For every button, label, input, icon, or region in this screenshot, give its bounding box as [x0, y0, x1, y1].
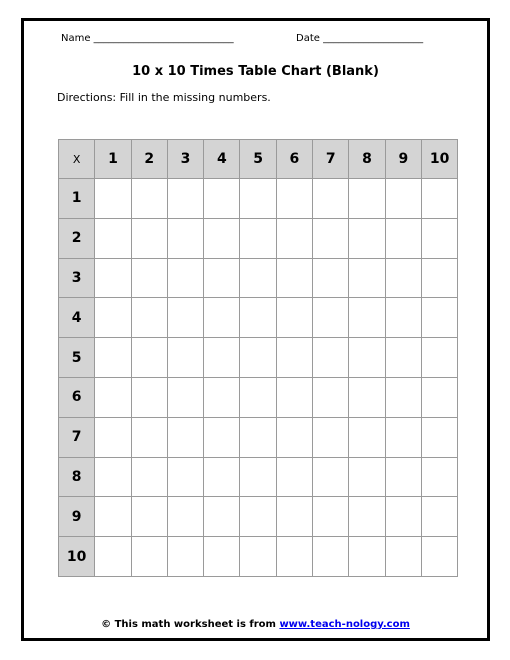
- table-row: [59, 417, 458, 457]
- times-table-grid: [58, 139, 458, 577]
- answer-cell[interactable]: [385, 258, 421, 298]
- row-header: 10: [59, 537, 95, 577]
- answer-cell[interactable]: [204, 179, 240, 219]
- answer-cell[interactable]: [421, 457, 457, 497]
- answer-cell[interactable]: [276, 377, 312, 417]
- answer-cell[interactable]: [313, 497, 349, 537]
- answer-cell[interactable]: [131, 497, 167, 537]
- answer-cell[interactable]: [240, 179, 276, 219]
- table-row: [59, 218, 458, 258]
- answer-cell[interactable]: [385, 298, 421, 338]
- answer-cell[interactable]: [276, 298, 312, 338]
- answer-cell[interactable]: [240, 258, 276, 298]
- answer-cell[interactable]: [421, 258, 457, 298]
- corner-cell: X: [59, 140, 95, 179]
- answer-cell[interactable]: [385, 338, 421, 378]
- answer-cell[interactable]: [95, 298, 131, 338]
- answer-cell[interactable]: [204, 258, 240, 298]
- column-header: 7: [313, 140, 349, 179]
- answer-cell[interactable]: [313, 298, 349, 338]
- answer-cell[interactable]: [276, 258, 312, 298]
- table-row: [59, 497, 458, 537]
- answer-cell[interactable]: [385, 457, 421, 497]
- table-row: [59, 457, 458, 497]
- answer-cell[interactable]: [240, 338, 276, 378]
- answer-cell[interactable]: [313, 417, 349, 457]
- answer-cell[interactable]: [167, 497, 203, 537]
- answer-cell[interactable]: [204, 497, 240, 537]
- answer-cell[interactable]: [240, 537, 276, 577]
- answer-cell[interactable]: [240, 218, 276, 258]
- column-header: 4: [204, 140, 240, 179]
- answer-cell[interactable]: [131, 417, 167, 457]
- table-row: [59, 377, 458, 417]
- answer-cell[interactable]: [167, 258, 203, 298]
- row-header: 9: [59, 497, 95, 537]
- column-header: 6: [276, 140, 312, 179]
- answer-cell[interactable]: [204, 218, 240, 258]
- answer-cell[interactable]: [95, 497, 131, 537]
- answer-cell[interactable]: [313, 377, 349, 417]
- name-field: Name ____________________________: [61, 33, 234, 44]
- answer-cell[interactable]: [131, 179, 167, 219]
- answer-cell[interactable]: [167, 537, 203, 577]
- answer-cell[interactable]: [131, 258, 167, 298]
- table-row: [59, 537, 458, 577]
- answer-cell[interactable]: [276, 338, 312, 378]
- row-header: 5: [59, 338, 95, 378]
- page-title: 10 x 10 Times Table Chart (Blank): [132, 64, 379, 79]
- answer-cell[interactable]: [131, 298, 167, 338]
- table-row: [59, 179, 458, 219]
- answer-cell[interactable]: [131, 537, 167, 577]
- answer-cell[interactable]: [95, 457, 131, 497]
- answer-cell[interactable]: [349, 417, 385, 457]
- answer-cell[interactable]: [95, 218, 131, 258]
- row-header: 7: [59, 417, 95, 457]
- answer-cell[interactable]: [95, 338, 131, 378]
- answer-cell[interactable]: [167, 298, 203, 338]
- answer-cell[interactable]: [167, 218, 203, 258]
- answer-cell[interactable]: [167, 457, 203, 497]
- answer-cell[interactable]: [313, 457, 349, 497]
- row-header: 2: [59, 218, 95, 258]
- directions-text: Directions: Fill in the missing numbers.: [57, 91, 271, 104]
- answer-cell[interactable]: [167, 377, 203, 417]
- answer-cell[interactable]: [95, 179, 131, 219]
- header-row: [59, 140, 458, 179]
- answer-cell[interactable]: [131, 218, 167, 258]
- answer-cell[interactable]: [421, 218, 457, 258]
- answer-cell[interactable]: [95, 417, 131, 457]
- answer-cell[interactable]: [131, 338, 167, 378]
- column-header: 9: [385, 140, 421, 179]
- answer-cell[interactable]: [313, 218, 349, 258]
- answer-cell[interactable]: [131, 377, 167, 417]
- answer-cell[interactable]: [349, 338, 385, 378]
- row-header: 4: [59, 298, 95, 338]
- answer-cell[interactable]: [131, 457, 167, 497]
- answer-cell[interactable]: [204, 377, 240, 417]
- row-header: 1: [59, 179, 95, 219]
- table-row: [59, 258, 458, 298]
- answer-cell[interactable]: [167, 417, 203, 457]
- answer-cell[interactable]: [349, 298, 385, 338]
- answer-cell[interactable]: [95, 258, 131, 298]
- table-row: [59, 298, 458, 338]
- answer-cell[interactable]: [421, 298, 457, 338]
- answer-cell[interactable]: [385, 497, 421, 537]
- answer-cell[interactable]: [349, 537, 385, 577]
- answer-cell[interactable]: [276, 179, 312, 219]
- answer-cell[interactable]: [276, 537, 312, 577]
- answer-cell[interactable]: [240, 298, 276, 338]
- column-header: 3: [167, 140, 203, 179]
- answer-cell[interactable]: [240, 377, 276, 417]
- answer-cell[interactable]: [385, 179, 421, 219]
- answer-cell[interactable]: [421, 417, 457, 457]
- answer-cell[interactable]: [240, 497, 276, 537]
- answer-cell[interactable]: [385, 537, 421, 577]
- answer-cell[interactable]: [421, 179, 457, 219]
- row-header: 8: [59, 457, 95, 497]
- answer-cell[interactable]: [385, 218, 421, 258]
- answer-cell[interactable]: [276, 457, 312, 497]
- row-header: 3: [59, 258, 95, 298]
- answer-cell[interactable]: [240, 417, 276, 457]
- answer-cell[interactable]: [276, 218, 312, 258]
- answer-cell[interactable]: [313, 338, 349, 378]
- answer-cell[interactable]: [204, 298, 240, 338]
- column-header: 8: [349, 140, 385, 179]
- answer-cell[interactable]: [421, 497, 457, 537]
- answer-cell[interactable]: [313, 179, 349, 219]
- table-row: [59, 338, 458, 378]
- answer-cell[interactable]: [349, 218, 385, 258]
- answer-cell[interactable]: [240, 457, 276, 497]
- footer-link[interactable]: www.teach-nology.com: [279, 619, 410, 630]
- answer-cell[interactable]: [204, 537, 240, 577]
- answer-cell[interactable]: [95, 537, 131, 577]
- answer-cell[interactable]: [421, 537, 457, 577]
- answer-cell[interactable]: [167, 338, 203, 378]
- answer-cell[interactable]: [204, 338, 240, 378]
- answer-cell[interactable]: [349, 258, 385, 298]
- answer-cell[interactable]: [167, 179, 203, 219]
- answer-cell[interactable]: [276, 497, 312, 537]
- answer-cell[interactable]: [204, 417, 240, 457]
- answer-cell[interactable]: [95, 377, 131, 417]
- row-header: 6: [59, 377, 95, 417]
- answer-cell[interactable]: [349, 497, 385, 537]
- answer-cell[interactable]: [421, 338, 457, 378]
- answer-cell[interactable]: [204, 457, 240, 497]
- answer-cell[interactable]: [385, 377, 421, 417]
- answer-cell[interactable]: [313, 258, 349, 298]
- date-field: Date ____________________: [296, 33, 424, 44]
- column-header: 10: [421, 140, 457, 179]
- answer-cell[interactable]: [349, 457, 385, 497]
- answer-cell[interactable]: [276, 417, 312, 457]
- answer-cell[interactable]: [313, 537, 349, 577]
- column-header: 2: [131, 140, 167, 179]
- answer-cell[interactable]: [349, 179, 385, 219]
- column-header: 5: [240, 140, 276, 179]
- answer-cell[interactable]: [349, 377, 385, 417]
- answer-cell[interactable]: [385, 417, 421, 457]
- worksheet-border: [21, 18, 490, 641]
- column-header: 1: [95, 140, 131, 179]
- footer-credit: [24, 619, 487, 630]
- footer-text: © This math worksheet is from: [101, 619, 280, 630]
- answer-cell[interactable]: [421, 377, 457, 417]
